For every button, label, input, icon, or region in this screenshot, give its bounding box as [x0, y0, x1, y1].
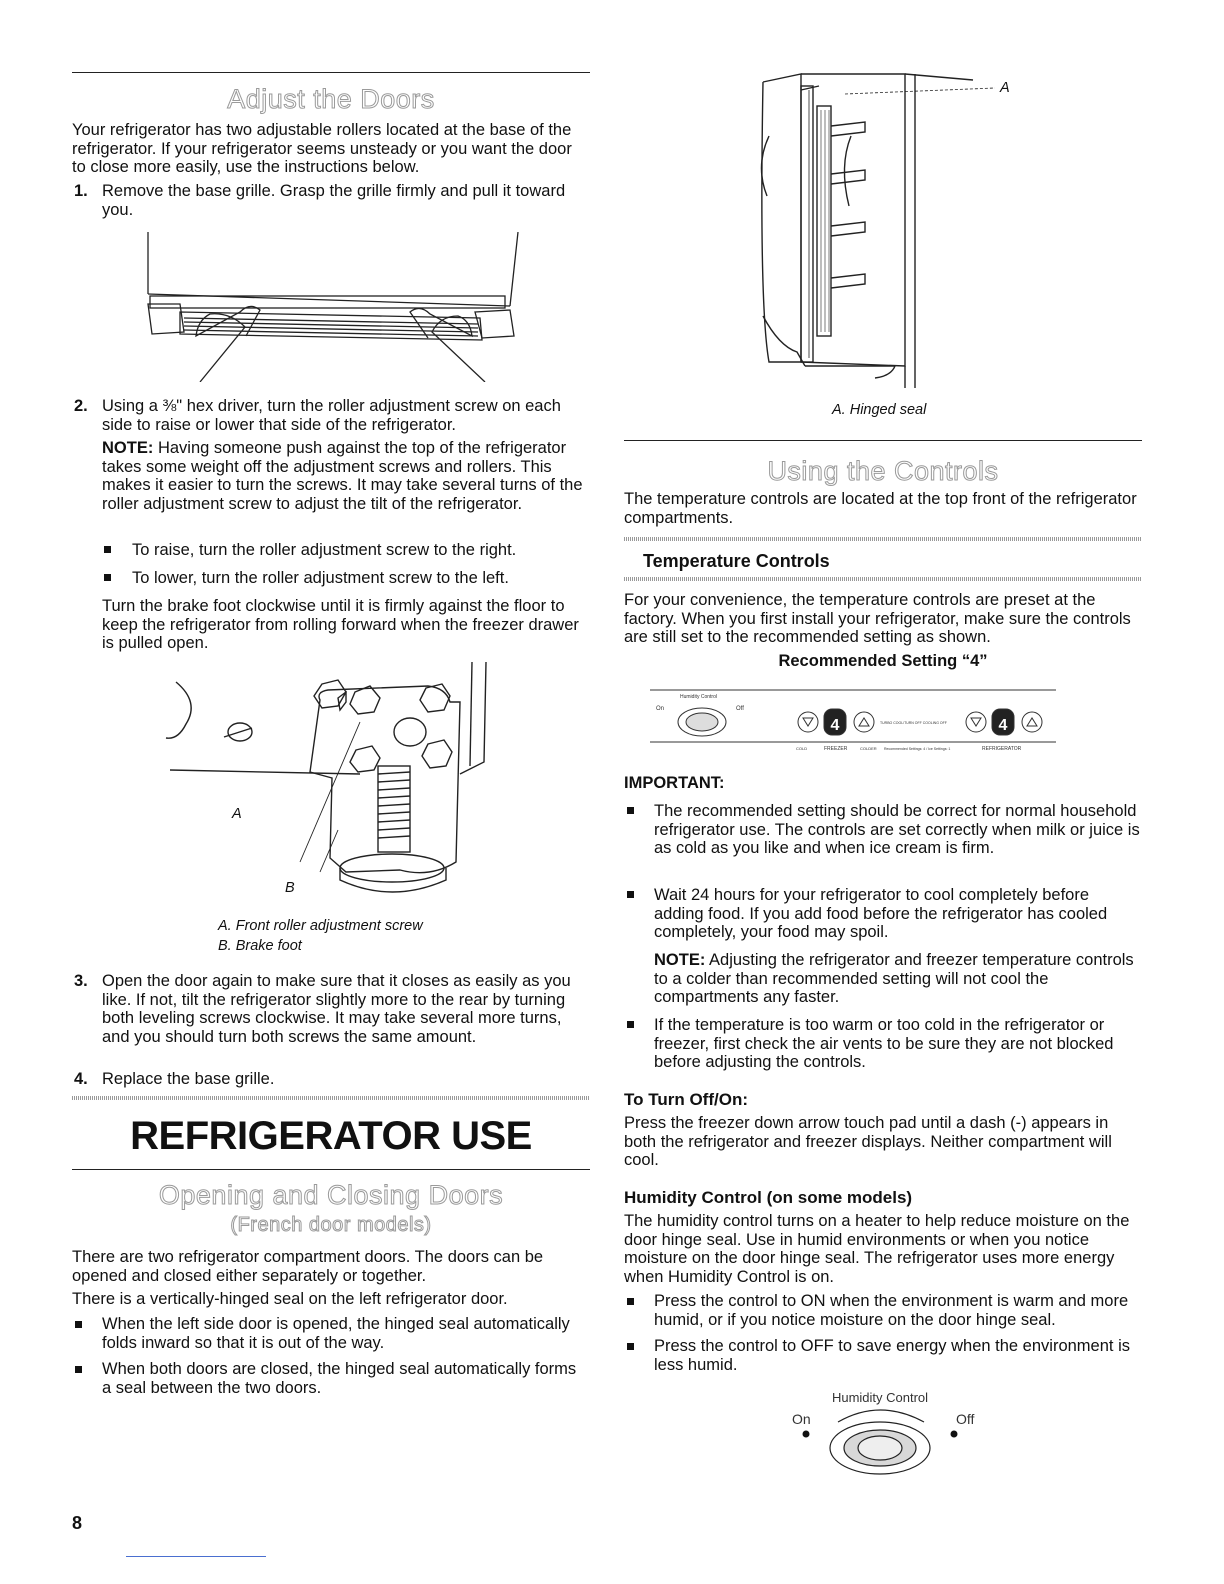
opening-doors-heading: Opening and Closing Doors — [158, 1180, 504, 1210]
panel-colder-label: COLDER — [860, 746, 877, 751]
important-note-text: Adjusting the refrigerator and freezer temperature controls to a colder than recommended setting will not cool the compartments any faster. — [654, 951, 1134, 1007]
step-4-text: Replace the base grille. — [102, 1070, 275, 1088]
important-note-label: NOTE: — [654, 951, 706, 969]
bullet-marker — [627, 1021, 634, 1028]
bullet-marker — [75, 1366, 82, 1373]
base-grille-illustration — [140, 232, 525, 382]
humidity-bullet-1: Press the control to ON when the environment is warm and more humid, or if you notice moisture on the door hinge seal. — [654, 1292, 1129, 1329]
important-label: IMPORTANT: — [624, 774, 725, 792]
caption-front-roller: A. Front roller adjustment screw — [218, 918, 423, 934]
panel-humidity-label: Humidity Control — [680, 694, 717, 700]
bullet-marker — [627, 891, 634, 898]
dotted-divider — [624, 537, 1142, 541]
dotted-divider — [624, 577, 1142, 581]
adjust-intro: Your refrigerator has two adjustable rollers located at the base of the refrigerator. If your refrigerator seems unsteady or you want the door to close more easily, use the instructions below. — [72, 121, 572, 177]
bullet-raise: To raise, turn the roller adjustment screw to the right. — [132, 541, 517, 559]
bullet-lower: To lower, turn the roller adjustment screw to the left. — [132, 569, 509, 587]
hinged-seal-caption: A. Hinged seal — [832, 402, 927, 418]
french-door-subheading: (French door models) — [230, 1214, 432, 1236]
important-bullet-1: The recommended setting should be correct for normal household refrigerator use. The controls are set correctly when milk or juice is as cold as you like and when ice cream is firm. — [654, 802, 1140, 858]
humidity-control-heading: Humidity Control (on some models) — [624, 1188, 913, 1207]
opening-p1: There are two refrigerator compartment doors. The doors can be opened and closed either separately or together. — [72, 1248, 544, 1285]
step-2-note — [102, 439, 586, 513]
panel-turbo-label: TURBO COOL/TURN OFF COOLING OFF — [880, 721, 947, 725]
section-title: REFRIGERATOR USE — [130, 1114, 532, 1158]
figure-label-a: A — [232, 806, 242, 822]
recommended-setting: Recommended Setting “4” — [778, 652, 988, 670]
step-3-number: 3. — [74, 972, 88, 990]
step-2-text: Using a ⅜" hex driver, turn the roller adjustment screw on each side to raise or lower that side of the refrigerator. — [102, 397, 561, 434]
brake-foot-text: Turn the brake foot clockwise until it is firmly against the floor to keep the refrigerator from rolling forward when the freezer drawer is pulled open. — [102, 597, 579, 653]
panel-recommended-label: Recommended Settings: 4 / Ice Settings: 1 — [884, 747, 951, 751]
humidity-figure-label: Humidity Control — [831, 1390, 929, 1405]
caption-brake-foot: B. Brake foot — [218, 938, 302, 954]
adjust-doors-heading: Adjust the Doors — [227, 84, 435, 114]
bullet-marker — [104, 546, 111, 553]
humidity-figure-on: On — [792, 1411, 811, 1427]
bullet-marker — [75, 1321, 82, 1328]
roller-brake-illustration — [160, 662, 500, 912]
note-text: Having someone push against the top of the refrigerator takes some weight off the adjustment screws and rollers. This makes it easier to turn the screws. It may take several turns of the roller adjustment screw to adjust the tilt of the refrigerator. — [102, 439, 583, 513]
turn-off-text: Press the freezer down arrow touch pad until a dash (-) appears in both the refrigerator and freezer displays. Neither compartment will cool. — [624, 1114, 1112, 1170]
step-3-text: Open the door again to make sure that it closes as easily as you like. If not, tilt the refrigerator slightly more to the rear by turning both leveling screws clockwise. It may take several more turns, and you should turn both screws the same amount. — [102, 972, 571, 1046]
step-1-number: 1. — [74, 182, 88, 200]
step-2-number: 2. — [74, 397, 88, 415]
controls-rule — [624, 440, 1142, 441]
page-number: 8 — [72, 1513, 83, 1533]
dotted-divider — [72, 1096, 590, 1100]
french-door-illustration — [745, 66, 1035, 396]
bullet-marker — [104, 574, 111, 581]
door-figure-label-a: A — [1000, 80, 1010, 96]
important-bullet-3: If the temperature is too warm or too cold in the refrigerator or freezer, first check the air vents to be sure they are not blocked before adjusting the controls. — [654, 1016, 1114, 1072]
important-bullet-2: Wait 24 hours for your refrigerator to cool completely before adding food. If you add food before the refrigerator has cooled completely, your food may spoil. — [654, 886, 1108, 942]
freezer-digit: 4 — [830, 717, 840, 734]
panel-on-label: On — [656, 706, 665, 712]
step-1-text: Remove the base grille. Grasp the grille firmly and pull it toward you. — [102, 182, 566, 219]
fridge-digit: 4 — [998, 717, 1008, 734]
opening-bullet-2: When both doors are closed, the hinged seal automatically forms a seal between the two doors. — [102, 1360, 577, 1397]
footer-link-line — [126, 1556, 266, 1557]
note-label: NOTE: — [102, 439, 154, 457]
opening-bullet-1: When the left side door is opened, the hinged seal automatically folds inward so that it is out of the way. — [102, 1315, 570, 1352]
figure-label-b: B — [285, 880, 295, 896]
bullet-marker — [627, 1343, 634, 1350]
controls-intro: The temperature controls are located at the top front of the refrigerator compartments. — [624, 490, 1137, 527]
humidity-control-text: The humidity control turns on a heater to help reduce moisture on the door hinge seal. Use in humid environments or when you notice moisture on the door hinge seal. The refrigerator uses more energy when Humidity Control is on. — [624, 1212, 1130, 1286]
panel-freezer-label: FREEZER — [824, 746, 848, 752]
turn-off-heading: To Turn Off/On: — [624, 1090, 748, 1109]
using-controls-heading: Using the Controls — [767, 456, 999, 486]
bullet-marker — [627, 1298, 634, 1305]
panel-refrigerator-label: REFRIGERATOR — [982, 746, 1022, 752]
step-4-number: 4. — [74, 1070, 88, 1088]
top-rule-left — [72, 72, 590, 73]
panel-cold-label: COLD — [796, 746, 808, 751]
humidity-bullet-2: Press the control to OFF to save energy when the environment is less humid. — [654, 1337, 1130, 1374]
panel-off-label: Off — [736, 706, 744, 712]
temperature-controls-text: For your convenience, the temperature controls are preset at the factory. When you first install your refrigerator, make sure the controls are still set to the recommended setting as shown. — [624, 591, 1131, 647]
control-panel-illustration — [648, 684, 1058, 754]
humidity-control-illustration — [780, 1386, 980, 1486]
humidity-figure-off: Off — [956, 1411, 975, 1427]
temperature-controls-heading: Temperature Controls — [643, 551, 830, 571]
opening-rule — [72, 1169, 590, 1170]
opening-p2: There is a vertically-hinged seal on the left refrigerator door. — [72, 1290, 508, 1308]
important-note — [654, 951, 1142, 1007]
bullet-marker — [627, 807, 634, 814]
